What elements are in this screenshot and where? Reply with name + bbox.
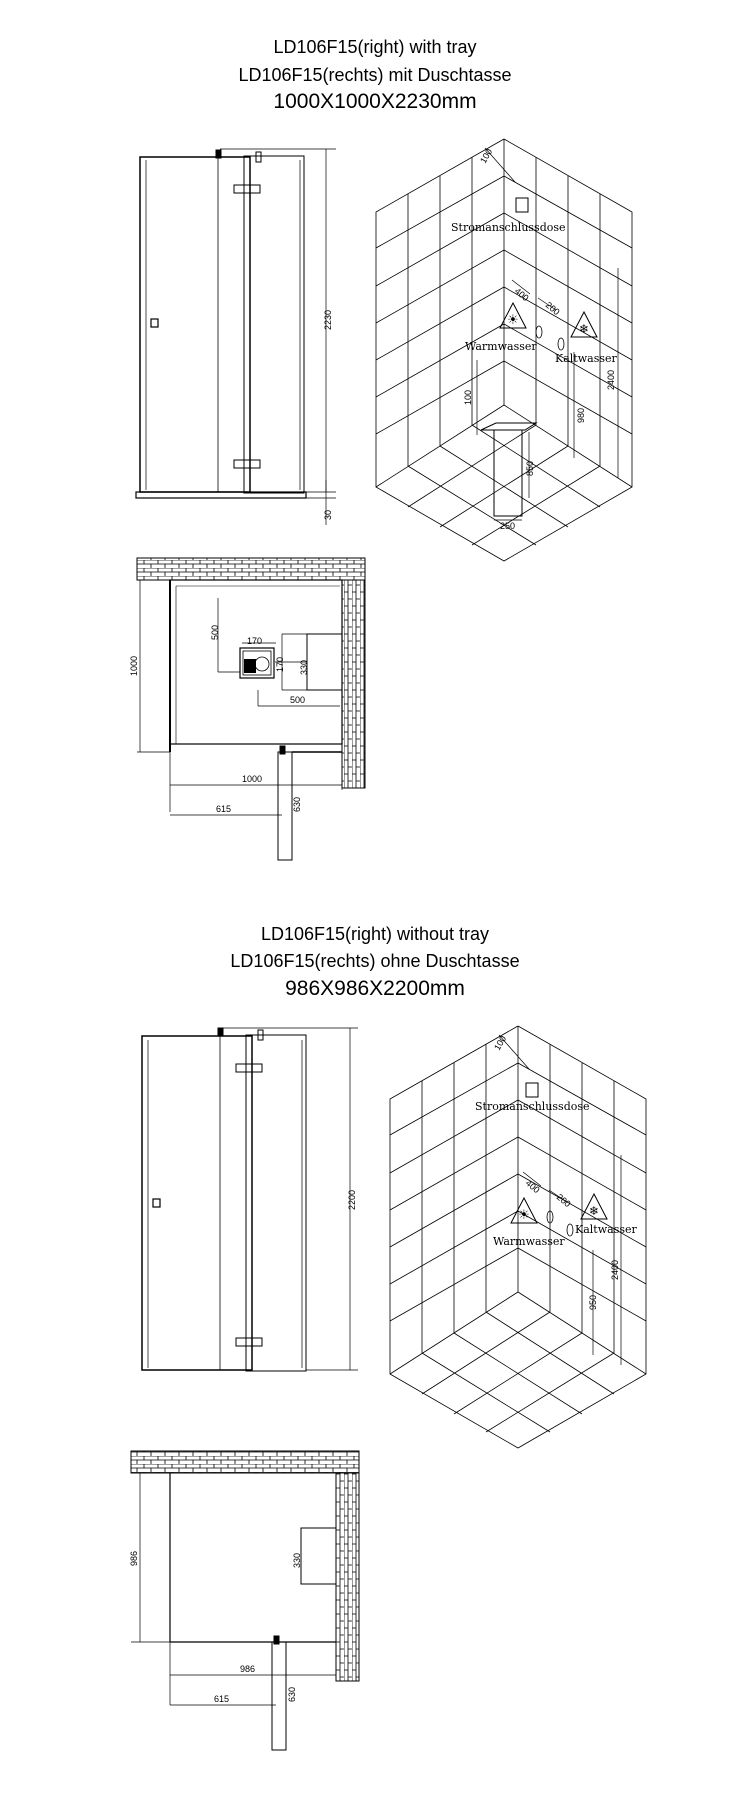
plan-dim-330: 330 <box>299 659 309 675</box>
socket-label: Stromanschlussdose <box>475 1100 590 1113</box>
top-clamp <box>256 152 261 162</box>
cold-label: Kaltwasser <box>575 1223 637 1236</box>
cold-inlet <box>567 1224 573 1236</box>
warm-inlet <box>536 326 542 338</box>
title-without-tray-de: LD106F15(rechts) ohne Duschtasse <box>230 951 520 971</box>
upper-hinge <box>234 185 260 193</box>
socket-box <box>516 198 528 212</box>
sun-icon: ☀ <box>518 1208 530 1223</box>
cold-inlet <box>558 338 564 350</box>
socket-box <box>526 1083 538 1097</box>
drain-cap <box>481 423 536 430</box>
valve-box <box>307 634 342 690</box>
dim-height: 2200 <box>347 1189 357 1210</box>
door-swing <box>272 1642 286 1750</box>
title-without-tray-en: LD106F15(right) without tray <box>260 924 490 944</box>
sun-icon: ☀ <box>507 313 519 328</box>
title-with-tray-de: LD106F15(rechts) mit Duschtasse <box>238 65 512 85</box>
plan-dim-615: 615 <box>216 804 232 814</box>
iso-dim-100-left: 100 <box>463 389 473 405</box>
plan-dim-500-v: 500 <box>210 624 220 640</box>
warm-label: Warmwasser <box>465 340 537 353</box>
plan-dim-170-h: 170 <box>247 636 263 646</box>
plan-dim-630: 630 <box>292 796 302 812</box>
iso-dim-200: 200 <box>554 1191 573 1210</box>
valve-box <box>301 1528 336 1584</box>
plan-dim-615: 615 <box>214 1694 230 1704</box>
dim-height: 2230 <box>323 309 333 330</box>
iso-dim-950: 950 <box>588 1294 598 1310</box>
upper-hinge <box>236 1064 262 1072</box>
plan-view-without-tray <box>131 1451 359 1750</box>
iso-dim-400: 400 <box>512 285 531 304</box>
side-wall <box>342 580 365 788</box>
plan-dim-630: 630 <box>287 1686 297 1702</box>
iso-dim-980: 980 <box>576 407 586 423</box>
door-handle <box>153 1199 160 1207</box>
door-panel <box>244 156 304 493</box>
title-with-tray-en: LD106F15(right) with tray <box>273 37 477 57</box>
plan-dim-330: 330 <box>292 1552 302 1568</box>
plan-dim-1000-h: 1000 <box>242 774 263 784</box>
iso-dim-200: 200 <box>543 299 562 318</box>
socket-label: Stromanschlussdose <box>451 221 566 234</box>
snowflake-icon: ❄ <box>588 1204 600 1218</box>
iso-dim-2400: 2400 <box>606 369 616 390</box>
plan-dim-1000-v: 1000 <box>129 655 139 676</box>
iso-dim-2400: 2400 <box>610 1259 620 1280</box>
fixed-glass-panel <box>140 157 250 492</box>
door-panel <box>246 1035 306 1371</box>
size-with-tray: 1000X1000X2230mm <box>273 90 477 113</box>
iso-dim-400: 400 <box>523 1177 542 1196</box>
plan-view-with-tray <box>137 558 365 860</box>
iso-dim-250: 250 <box>500 521 516 531</box>
snowflake-icon: ❄ <box>578 322 590 336</box>
side-wall <box>336 1473 359 1681</box>
top-hinge-pin <box>218 1028 223 1036</box>
iso-dim-850: 850 <box>525 460 535 476</box>
back-wall <box>131 1451 359 1473</box>
top-hinge-pin <box>216 150 221 158</box>
plan-dim-170-v: 170 <box>275 656 285 672</box>
cold-label: Kaltwasser <box>555 352 617 365</box>
plan-dim-500-h: 500 <box>290 695 306 705</box>
front-elevation-without-tray <box>142 1028 358 1371</box>
plan-dim-986-h: 986 <box>240 1664 256 1674</box>
iso-dim-100-top: 100 <box>492 1033 509 1052</box>
plan-dim-986-v: 986 <box>129 1550 139 1566</box>
back-wall <box>137 558 365 580</box>
door-handle <box>151 319 158 327</box>
lower-hinge <box>236 1338 262 1346</box>
door-swing <box>278 752 292 860</box>
iso-dim-100-top: 100 <box>478 146 495 165</box>
warm-label: Warmwasser <box>493 1235 565 1248</box>
lower-hinge <box>234 460 260 468</box>
front-elevation-with-tray <box>136 149 336 525</box>
size-without-tray: 986X986X2200mm <box>285 977 465 1000</box>
dim-tray-height: 30 <box>323 509 333 520</box>
fixed-glass-panel <box>142 1036 252 1370</box>
